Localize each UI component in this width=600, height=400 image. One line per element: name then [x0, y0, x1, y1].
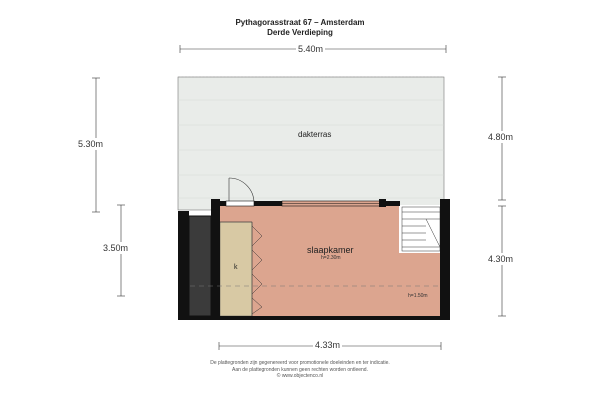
low-height-note: h=1.50m — [408, 293, 428, 299]
right-wall — [440, 199, 450, 319]
left-wall — [178, 211, 189, 319]
column-top — [379, 199, 386, 207]
plan-subtitle: Derde Verdieping — [267, 28, 333, 37]
dimension-left-upper: 5.30m — [78, 139, 104, 149]
terrace-label: dakterras — [298, 130, 332, 139]
dimension-right-lower: 4.30m — [488, 254, 514, 264]
terrace-area — [178, 77, 444, 210]
partition-wall — [211, 199, 220, 319]
footer-line-1: De plattegronden zijn gegenereerd voor promotionele doeleinden en ter indicatie. — [210, 360, 390, 366]
dimension-left-lower: 3.50m — [103, 243, 129, 253]
bedroom-height-note: h=2.30m — [321, 255, 341, 261]
footer-disclaimer — [0, 360, 600, 380]
bottom-wall — [178, 316, 450, 320]
dimension-top-width: 5.40m — [298, 44, 324, 54]
bedroom-label: slaapkamer — [307, 245, 354, 255]
left-void — [189, 216, 211, 316]
footer-line-2: Aan de plattegronden kunnen geen rechten worden ontleend. — [232, 366, 368, 373]
footer-line-3: © www.objectenco.nl — [276, 373, 324, 379]
dimension-right-upper: 4.80m — [488, 132, 514, 142]
plan-title: Pythagorasstraat 67 – Amsterdam — [235, 18, 365, 27]
dimension-bottom-width: 4.33m — [315, 340, 341, 350]
closet-label: k — [234, 264, 238, 271]
door-opening — [226, 201, 254, 206]
